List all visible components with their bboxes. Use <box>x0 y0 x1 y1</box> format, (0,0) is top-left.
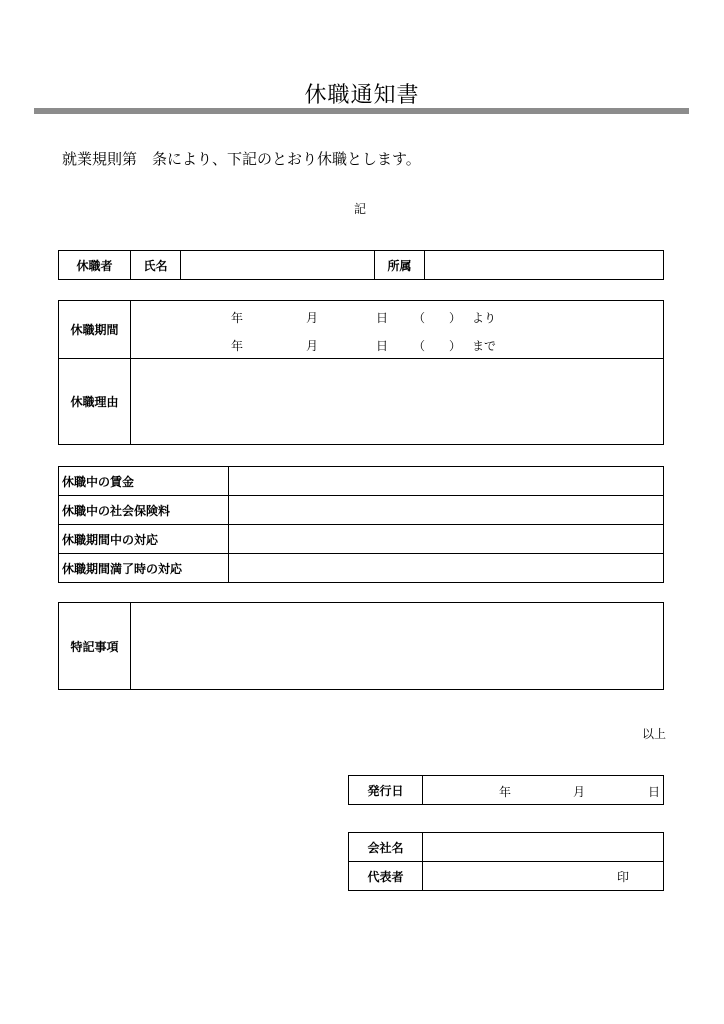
end-mark: 以上 <box>642 727 667 741</box>
end-month: 月 <box>306 339 319 353</box>
condition-label: 休職期間中の対応 <box>59 525 229 554</box>
table-row <box>59 467 664 496</box>
condition-field[interactable] <box>229 525 664 554</box>
issue-label: 発行日 <box>349 776 423 805</box>
condition-label: 休職期間満了時の対応 <box>59 554 229 583</box>
seal-mark: 印 <box>616 870 629 884</box>
reason-label: 休職理由 <box>59 359 131 445</box>
start-month: 月 <box>306 311 319 325</box>
issue-date-field[interactable] <box>423 776 664 805</box>
table-row <box>59 554 664 583</box>
end-suffix: まで <box>472 339 497 353</box>
document-title: 休職通知書 <box>304 83 420 108</box>
end-day: 日 <box>376 339 389 353</box>
notes-label: 特記事項 <box>59 603 131 690</box>
table-row <box>59 496 664 525</box>
period-label: 休職期間 <box>59 301 131 359</box>
issue-day: 日 <box>648 785 661 799</box>
period-field[interactable] <box>131 301 664 359</box>
company-name-label: 会社名 <box>349 833 423 862</box>
company-table <box>348 832 664 891</box>
condition-label: 休職中の賃金 <box>59 467 229 496</box>
condition-field[interactable] <box>229 554 664 583</box>
end-year: 年 <box>231 339 244 353</box>
title-underline <box>34 108 689 114</box>
dept-field[interactable] <box>425 251 664 280</box>
start-day: 日 <box>376 311 389 325</box>
condition-field[interactable] <box>229 467 664 496</box>
ki-label: 記 <box>354 202 367 216</box>
start-year: 年 <box>231 311 244 325</box>
period-start-line <box>131 309 663 329</box>
start-paren-open: （ <box>413 311 426 325</box>
intro-text: 就業規則第 条により、下記のとおり休職とします。 <box>62 150 421 168</box>
employee-table <box>58 250 664 280</box>
issue-date-table <box>348 775 664 805</box>
notes-table <box>58 602 664 690</box>
employee-label: 休職者 <box>59 251 131 280</box>
issue-year: 年 <box>499 785 512 799</box>
end-paren-open: （ <box>413 339 426 353</box>
name-field[interactable] <box>181 251 375 280</box>
table-row <box>349 833 664 862</box>
conditions-table <box>58 466 664 583</box>
table-row <box>349 862 664 891</box>
start-suffix: より <box>472 311 497 325</box>
end-paren-close: ） <box>449 339 462 353</box>
start-paren-close: ） <box>449 311 462 325</box>
company-name-field[interactable] <box>423 833 664 862</box>
table-row <box>59 525 664 554</box>
representative-field[interactable] <box>423 862 664 891</box>
condition-field[interactable] <box>229 496 664 525</box>
representative-label: 代表者 <box>349 862 423 891</box>
name-label: 氏名 <box>131 251 181 280</box>
period-table <box>58 300 664 445</box>
condition-label: 休職中の社会保険料 <box>59 496 229 525</box>
reason-field[interactable] <box>131 359 664 445</box>
dept-label: 所属 <box>375 251 425 280</box>
period-end-line <box>131 337 663 357</box>
notes-field[interactable] <box>131 603 664 690</box>
issue-month: 月 <box>573 785 586 799</box>
